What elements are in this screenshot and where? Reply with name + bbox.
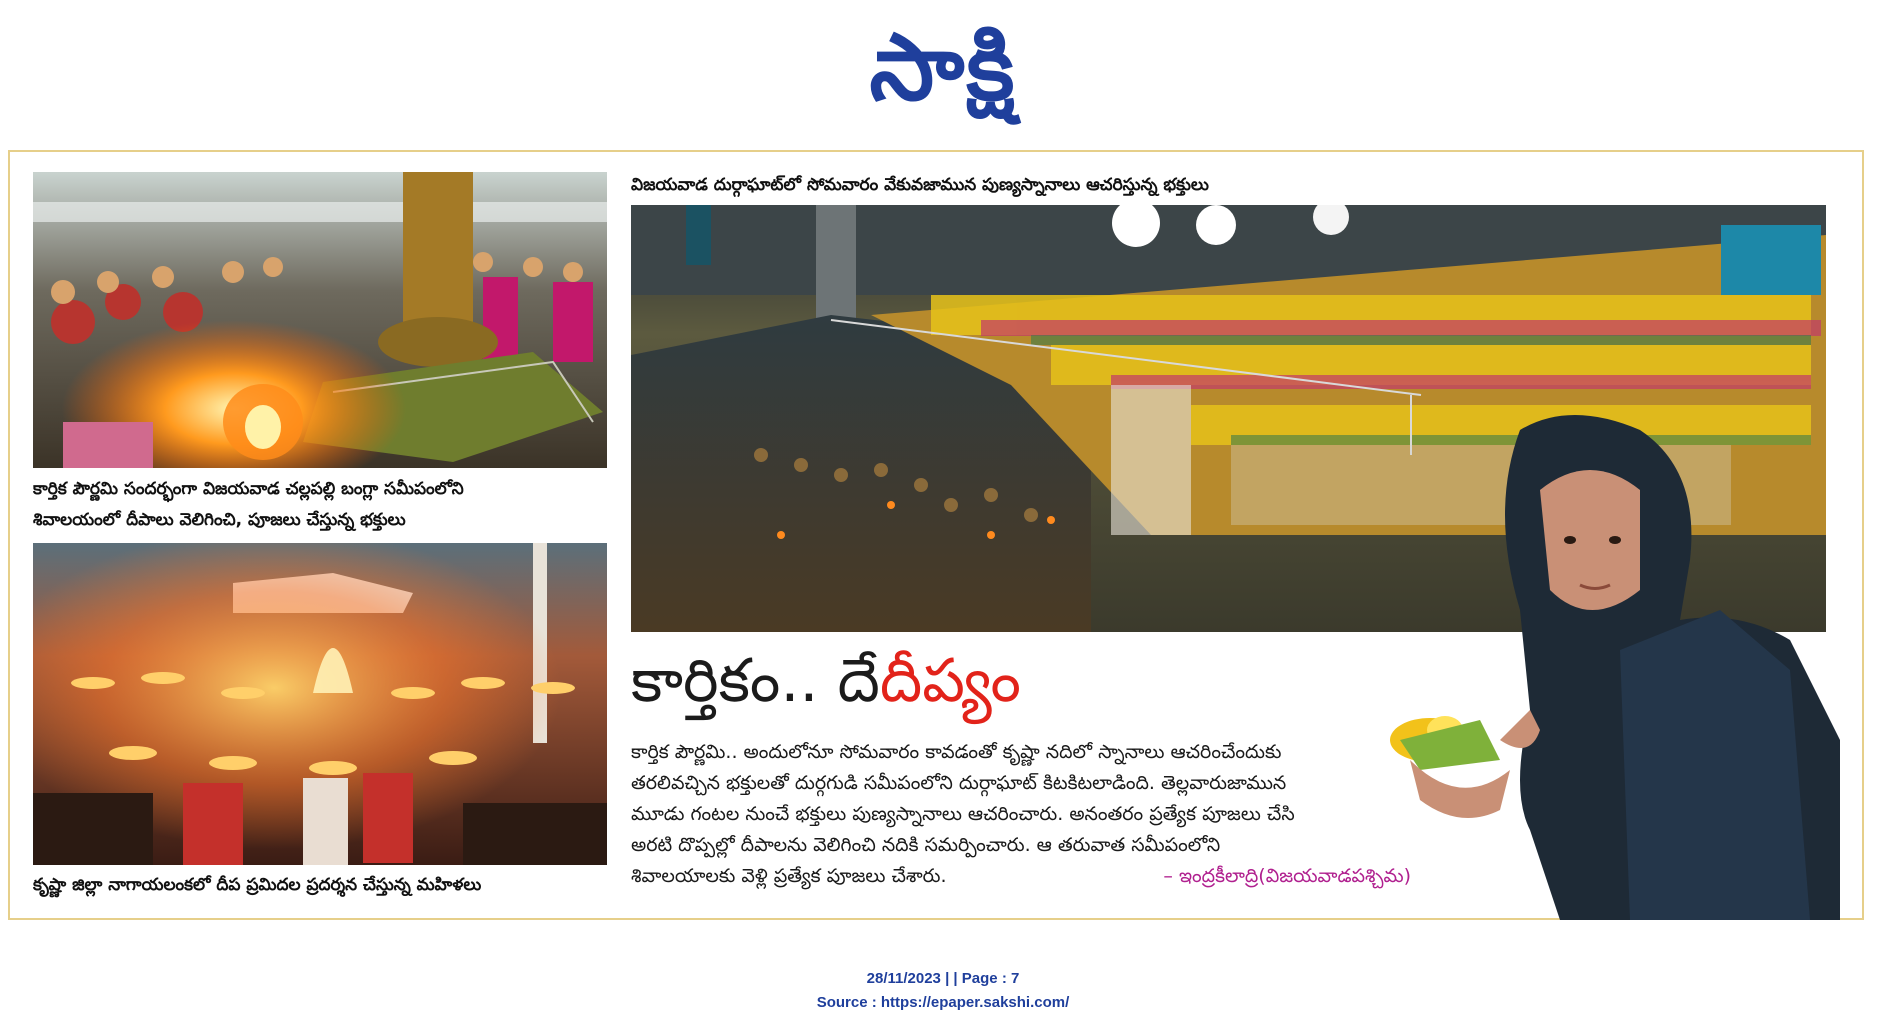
headline-part1: కార్తికం.. దే: [631, 646, 880, 716]
top-left-caption: [33, 474, 607, 536]
woman-with-lamp-photo: [1390, 410, 1850, 920]
caption-line: కార్తిక పౌర్ణమి సందర్భంగా విజయవాడ చల్లపల్లి బంగ్లా సమీపంలోని: [33, 479, 464, 499]
headline-part2: దీప్యం: [879, 646, 1021, 716]
article-line: తరలివచ్చిన భక్తులతో దుర్గగుడి సమీపంలోని దుర్గాఘాట్‌ కిటకిటలాడింది. తెల్లవారుజామున: [631, 772, 1287, 794]
masthead-logo: సాక్షి: [869, 14, 1017, 121]
top-right-caption: విజయవాడ దుర్గాఘాట్‌లో సోమవారం వేకువజామున పుణ్యస్నానాలు ఆచరిస్తున్న భక్తులు: [631, 175, 1209, 195]
byline: – ఇంద్రకీలాద్రి(విజయవాడపశ్చిమ): [1163, 865, 1411, 887]
article-line: [631, 861, 1411, 892]
women-lamps-photo: [33, 543, 607, 865]
temple-lamp-photo: [33, 172, 607, 468]
article-line: కార్తిక పౌర్ణమి.. అందులోనూ సోమవారం కావడంతో కృష్ణా నదిలో స్నానాలు ఆచరించేందుకు: [631, 741, 1282, 763]
caption-line: శివాలయంలో దీపాలు వెలిగించి, పూజలు చేస్తున్న భక్తులు: [33, 510, 406, 530]
headline: [631, 645, 1431, 717]
footer-date-page: 28/11/2023 | | Page : 7: [866, 970, 1020, 987]
bottom-left-caption: కృష్ణా జిల్లా నాగాయలంకలో దీప ప్రమిదల ప్రదర్శన చేస్తున్న మహిళలు: [33, 875, 482, 895]
article-line: మూడు గంటల నుంచే భక్తులు పుణ్యస్నానాలు ఆచరించారు. అనంతరం ప్రత్యేక పూజలు చేసి: [631, 803, 1295, 825]
footer-source-link[interactable]: Source : https://epaper.sakshi.com/: [816, 994, 1070, 1011]
article-line: అరటి దొప్పల్లో దీపాలను వెలిగించి నదికి సమర్పించారు. ఆ తరువాత సమీపంలోని: [631, 834, 1221, 856]
article-last-line: శివాలయాలకు వెళ్లి ప్రత్యేక పూజలు చేశారు.: [631, 865, 947, 887]
article-body: [631, 737, 1411, 892]
